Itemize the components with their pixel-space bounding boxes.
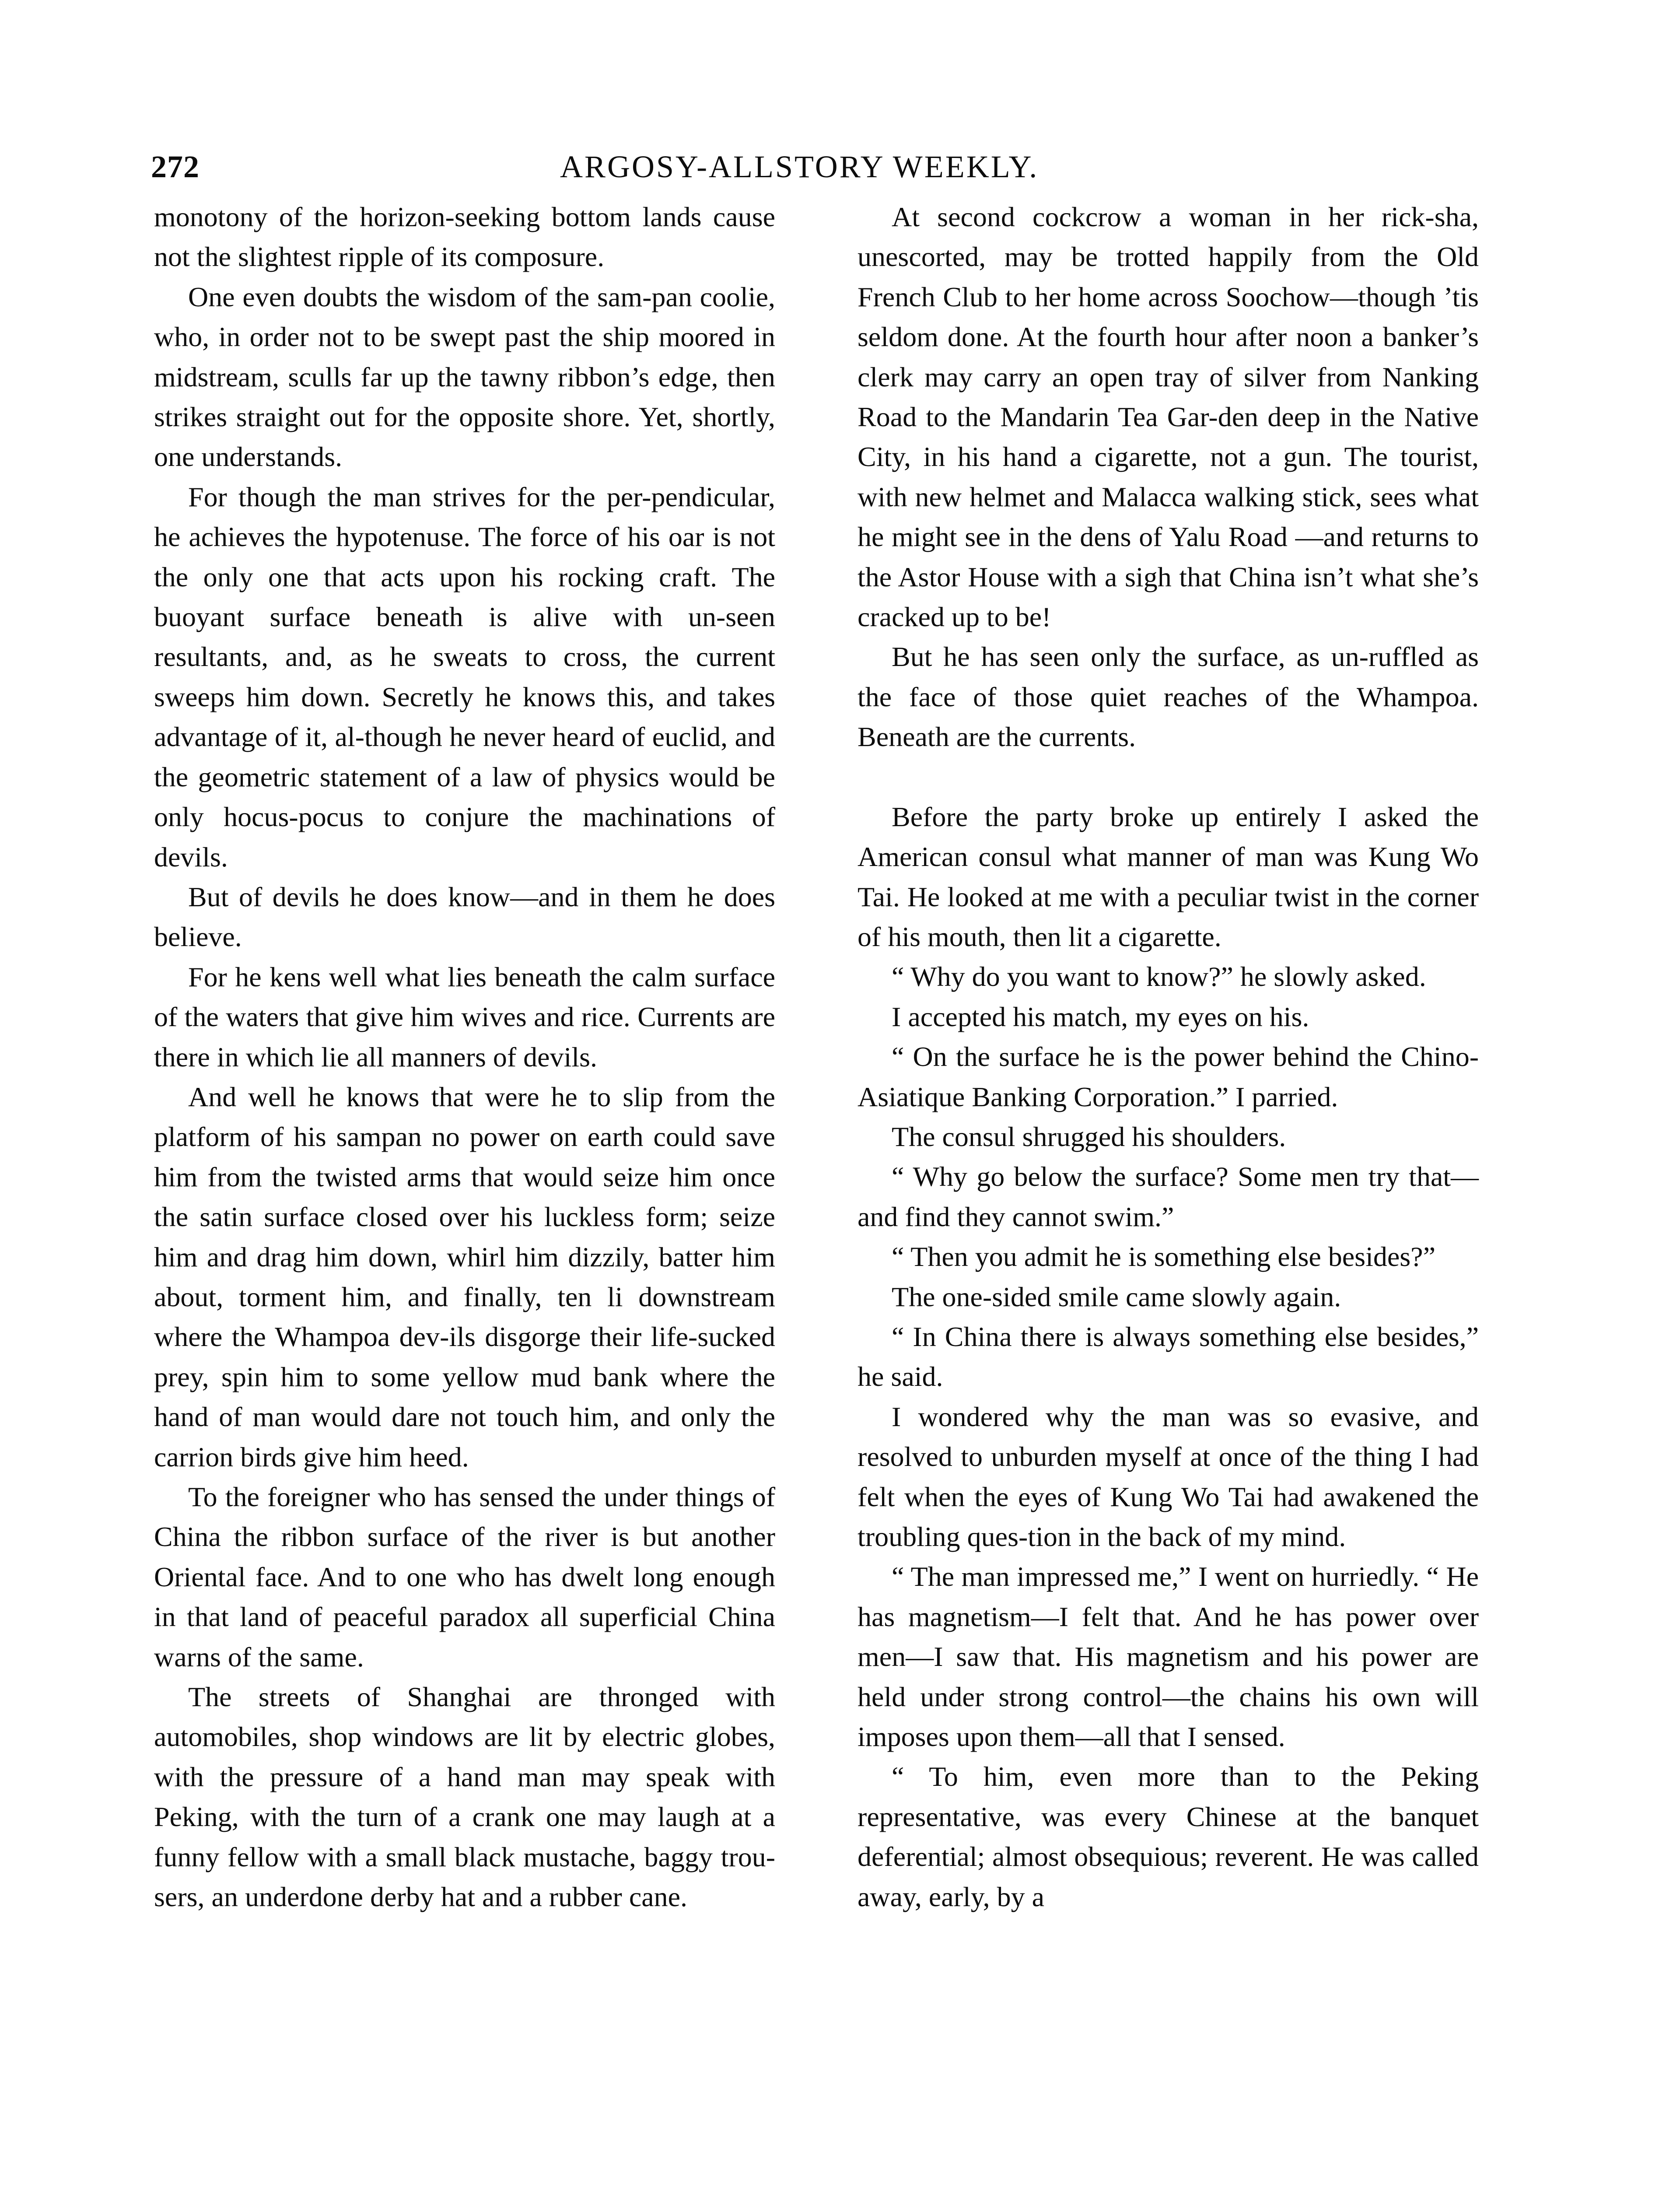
paragraph: “ Why do you want to know?” he slowly asked. [892,961,1426,992]
paragraph: For he kens well what lies beneath the calm surface of the waters that give him wives and rice. Currents are there in which lie all manners of devils. [154,961,775,1073]
paragraph: One even doubts the wisdom of the sam-pan coolie, who, in order not to be swept past the ship moored in midstream, sculls far up the tawny ribbon’s edge, then strikes straight out for the opposite shore. Yet, shortly, one understands. [154,281,775,473]
paragraph: monotony of the horizon-seeking bottom lands cause not the slightest ripple of its composure. [154,201,775,273]
paragraph: And well he knows that were he to slip from the platform of his sampan no power on earth could save him from the twisted arms that would seize him once the satin surface closed over his luckless form; seize him and drag him down, whirl him dizzily, batter him about, torment him, and finally, ten li downstream where the Whampoa dev-ils disgorge their life-sucked prey, spin him to some yellow mud bank where the hand of man would dare not touch him, and only the carrion birds give him heed. [154,1081,775,1473]
running-head: ARGOSY-ALLSTORY WEEKLY. [560,149,1039,184]
paragraph: The streets of Shanghai are thronged with automobiles, shop windows are lit by electric globes, with the pressure of a hand man may speak with Peking, with the turn of a crank one may laugh at a funny fellow with a small black mustache, baggy trou-sers, an underdone derby hat and a rubber cane. [154,1681,775,1913]
paragraph: “ Why go below the surface? Some men try that—and find they cannot swim.” [858,1161,1479,1232]
paragraph: To the foreigner who has sensed the under things of China the ribbon surface of the river is but another Oriental face. And to one who has dwelt long enough in that land of peaceful paradox all superficial China warns of the same. [154,1481,775,1673]
paragraph: The one-sided smile came slowly again. [892,1281,1341,1312]
paragraph: Before the party broke up entirely I asked the American consul what manner of man was Kung Wo Tai. He looked at me with a peculiar twist in the corner of his mouth, then lit a cigarette. [858,801,1479,952]
paragraph: But he has seen only the surface, as un-ruffled as the face of those quiet reaches of the Whampoa. Beneath are the currents. [858,641,1479,753]
paragraph: At second cockcrow a woman in her rick-sha, unescorted, may be trotted happily from the Old French Club to her home across Soochow—though ’tis seldom done. At the fourth hour after noon a banker’s clerk may carry an open tray of silver from Nanking Road to the Mandarin Tea Gar-den deep in the Native City, in his hand a cigarette, not a gun. The tourist, with new helmet and Malacca walking stick, sees what he might see in the dens of Yalu Road —and returns to the Astor House with a sigh that China isn’t what she’s cracked up to be! [858,201,1479,633]
paragraph: I accepted his match, my eyes on his. [892,1001,1309,1032]
paragraph: The consul shrugged his shoulders. [892,1121,1286,1152]
paragraph: “ On the surface he is the power behind the Chino-Asiatique Banking Corporation.” I parried. [858,1041,1479,1112]
paragraph: But of devils he does know—and in them he does believe. [154,881,775,953]
paragraph: “ In China there is always something else besides,” he said. [858,1321,1479,1392]
right-column [858,197,1479,1917]
paragraph: I wondered why the man was so evasive, and resolved to unburden myself at once of the thing I had felt when the eyes of Kung Wo Tai had awakened the troubling ques-tion in the back of my mind. [858,1401,1479,1552]
paragraph: “ To him, even more than to the Peking representative, was every Chinese at the banquet deferential; almost obsequious; reverent. He was called away, early, by a [858,1761,1479,1912]
paragraph: “ Then you admit he is something else besides?” [892,1241,1435,1273]
paragraph: For though the man strives for the per-pendicular, he achieves the hypotenuse. The force of his oar is not the only one that acts upon his rocking craft. The buoyant surface beneath is alive with un-seen resultants, and, as he sweats to cross, the current sweeps him down. Secretly he knows this, and takes advantage of it, al-though he never heard of euclid, and the geometric statement of a law of physics would be only hocus-pocus to conjure the machinations of devils. [154,481,775,873]
paragraph: “ The man impressed me,” I went on hurriedly. “ He has magnetism—I felt that. And he has power over men—I saw that. His magnetism and his power are held under strong control—the chains his own will imposes upon them—all that I sensed. [858,1561,1479,1753]
left-column [154,197,775,1917]
page-number: 272 [151,149,200,184]
